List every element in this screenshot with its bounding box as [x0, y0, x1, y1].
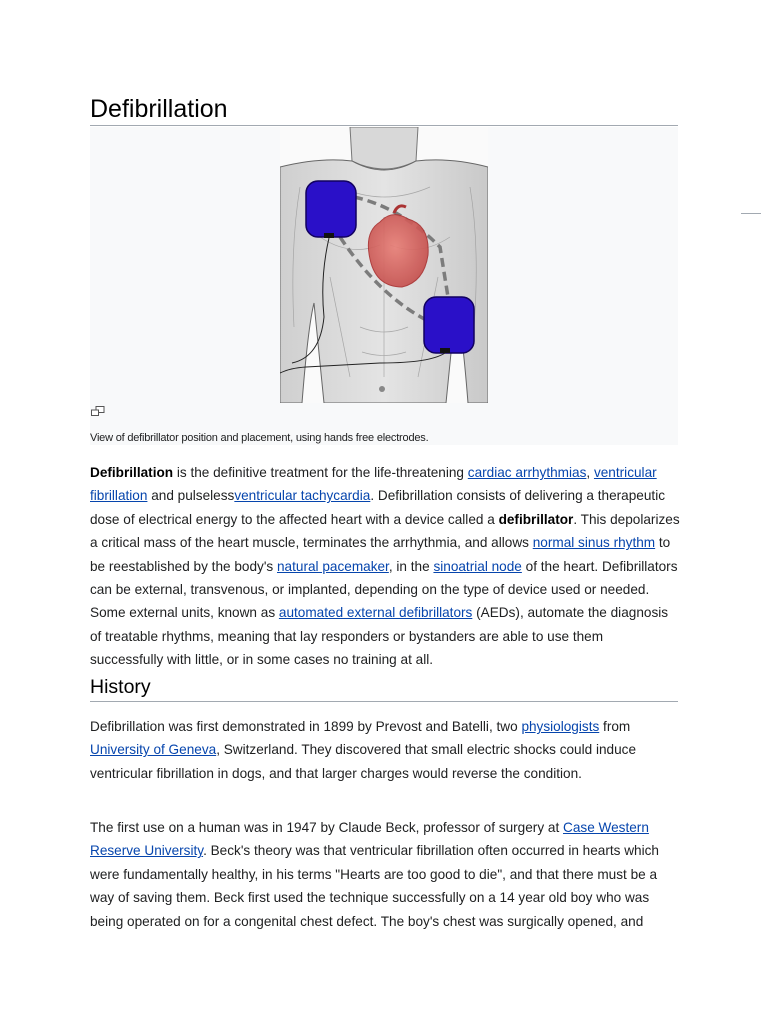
text: . Defibrillation consists of delivering a therapeutic dose of electrical energy to the affected heart with a device called a [90, 488, 666, 527]
text: . Beck's theory was that ventricular fibrillation often occurred in hearts which were fundamentally healthy, in his terms "Hearts are too good to die", and that there must be a way of saving them. Beck first used the technique successfully on a 14 year old boy who was being operated on for a congenital chest defect. The boy's chest was surgically opened, and [90, 843, 659, 929]
link-university-of-geneva[interactable]: University of Geneva [90, 742, 217, 758]
section-heading-history: History [90, 674, 678, 702]
text: , in the [388, 558, 434, 574]
link-physiologists[interactable]: physiologists [521, 719, 600, 734]
chest-illustration[interactable] [280, 127, 488, 403]
link-ventricular-tachycardia[interactable]: ventricular tachycardia [234, 488, 371, 504]
text: , [586, 465, 594, 480]
history-paragraph-1 [90, 715, 680, 785]
text: . This depolarizes a critical mass of the heart muscle, terminates the arrhythmia, and allows [90, 511, 680, 551]
link-normal-sinus-rhythm[interactable]: normal sinus rhythm [532, 535, 656, 551]
text: to be reestablished by the body's [90, 535, 671, 574]
magnify-clip-icon[interactable] [91, 406, 105, 416]
intro-paragraph [90, 461, 680, 672]
link-cardiac-arrhythmias[interactable]: cardiac arrhythmias [467, 465, 587, 480]
edge-rule [741, 213, 761, 214]
text: is the definitive treatment for the life-threatening [173, 465, 468, 480]
text: , Switzerland. They discovered that small electric shocks could induce ventricular fibrillation in dogs, and that larger charges would reverse the condition. [90, 742, 637, 781]
link-case-western-reserve-university[interactable]: Case Western Reserve University [90, 820, 649, 859]
term-defibrillation: Defibrillation [90, 465, 174, 480]
page-title: Defibrillation [90, 94, 678, 126]
history-paragraph-2 [90, 816, 680, 933]
text: The first use on a human was in 1947 by Claude Beck, professor of surgery at [90, 820, 564, 835]
link-automated-external-defibrillators[interactable]: automated external defibrillators [278, 605, 473, 621]
link-natural-pacemaker[interactable]: natural pacemaker [277, 558, 389, 574]
figure-caption: View of defibrillator position and placement, using hands free electrodes. [90, 432, 429, 444]
text: of the heart. Defibrillators can be external, transvenous, or implanted, depending on the type of device used or needed. Some external units, known as [90, 558, 678, 621]
text: (AEDs), automate the diagnosis of treatable rhythms, meaning that lay responders or bystanders are able to use them successfully with little, or in some cases no training at all. [90, 605, 669, 668]
text: and pulseless [147, 488, 235, 504]
link-sinoatrial-node[interactable]: sinoatrial node [433, 558, 522, 574]
text: from [599, 719, 631, 734]
term-defibrillator: defibrillator [498, 511, 574, 527]
link-ventricular-fibrillation[interactable]: ventricular fibrillation [90, 465, 657, 504]
text: Defibrillation was first demonstrated in 1899 by Prevost and Batelli, two [90, 719, 522, 734]
figure [90, 127, 678, 445]
